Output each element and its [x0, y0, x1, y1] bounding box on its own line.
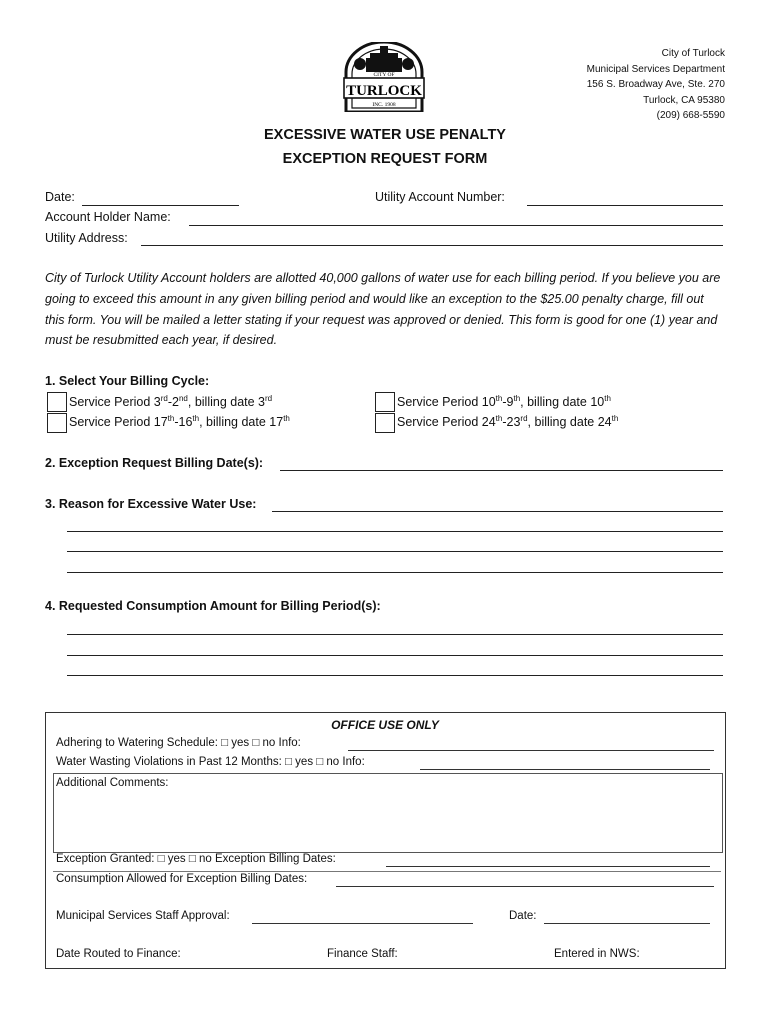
address-line: Turlock, CA 95380 [643, 94, 725, 106]
billing-cycle-checkbox-17th[interactable] [47, 413, 67, 433]
approval-date-line[interactable] [544, 923, 710, 924]
exception-billing-dates-line[interactable] [386, 866, 710, 867]
city-of-turlock-logo [340, 42, 428, 112]
utility-address-field-line[interactable] [141, 245, 723, 246]
reason-field-line[interactable] [272, 511, 723, 512]
billing-cycle-checkbox-24th[interactable] [375, 413, 395, 433]
address-line: City of Turlock [661, 48, 725, 59]
reason-field-line[interactable] [67, 551, 723, 552]
exception-granted-label: Exception Granted: □ yes □ no Exception Billing Dates: [56, 853, 336, 865]
section3-title: 3. Reason for Excessive Water Use: [45, 497, 257, 511]
form-title-line2: EXCEPTION REQUEST FORM [282, 151, 488, 167]
billing-cycle-checkbox-3rd[interactable] [47, 392, 67, 412]
billing-cycle-option-3rd: Service Period 3rd-2nd, billing date 3rd [69, 393, 273, 409]
address-line: (209) 668-5590 [656, 110, 725, 122]
holder-name-label: Account Holder Name: [45, 210, 171, 224]
approval-date-label: Date: [509, 910, 537, 922]
form-title-line1: EXCESSIVE WATER USE PENALTY [264, 127, 506, 143]
violations-info-line[interactable] [420, 769, 710, 770]
billing-dates-field-line[interactable] [280, 470, 723, 471]
svg-text:CITY OF: CITY OF [373, 72, 395, 78]
section4-title: 4. Requested Consumption Amount for Billing Period(s): [45, 599, 381, 613]
date-routed-label: Date Routed to Finance: [56, 948, 181, 960]
date-field-line[interactable] [82, 205, 239, 206]
account-number-field-line[interactable] [527, 205, 723, 206]
date-label: Date: [45, 190, 75, 204]
intro-paragraph: City of Turlock Utility Account holders are allotted 40,000 gallons of water use for each billing period. If you believe you are going to exceed this amount in any given billing period and would like an exception to the $25.00 penalty charge, fill out this form. You will be mailed a letter stating if your request was approved or denied. This form is good for one (1) year and must be resubmitted each year, if desired. [45, 271, 721, 348]
staff-approval-label: Municipal Services Staff Approval: [56, 910, 230, 922]
consumption-allowed-label: Consumption Allowed for Exception Billing Dates: [56, 873, 308, 885]
adhering-info-line[interactable] [348, 750, 714, 751]
billing-cycle-option-17th: Service Period 17th-16th, billing date 17th [69, 413, 290, 429]
section1-title: 1. Select Your Billing Cycle: [45, 374, 210, 388]
finance-staff-label: Finance Staff: [327, 948, 398, 960]
utility-address-label: Utility Address: [45, 231, 128, 245]
address-line: Municipal Services Department [586, 63, 725, 75]
address-line: 156 S. Broadway Ave, Ste. 270 [586, 79, 725, 91]
svg-text:INC. 1908: INC. 1908 [372, 102, 396, 108]
svg-text:TURLOCK: TURLOCK [346, 83, 422, 99]
holder-name-field-line[interactable] [189, 225, 723, 226]
entered-nws-label: Entered in NWS: [554, 948, 640, 960]
consumption-field-line[interactable] [67, 675, 723, 676]
violations-label: Water Wasting Violations in Past 12 Months: □ yes □ no Info: [56, 756, 365, 768]
additional-comments-label: Additional Comments: [56, 777, 169, 789]
account-number-label: Utility Account Number: [375, 190, 505, 204]
staff-approval-line[interactable] [252, 923, 473, 924]
consumption-field-line[interactable] [67, 634, 723, 635]
billing-cycle-option-24th: Service Period 24th-23rd, billing date 24th [397, 413, 619, 429]
reason-field-line[interactable] [67, 572, 723, 573]
consumption-field-line[interactable] [67, 655, 723, 656]
adhering-schedule-label: Adhering to Watering Schedule: □ yes □ no Info: [56, 737, 301, 749]
department-address [587, 46, 725, 124]
billing-cycle-option-10th: Service Period 10th-9th, billing date 10th [397, 393, 611, 409]
consumption-allowed-line[interactable] [336, 886, 714, 887]
reason-field-line[interactable] [67, 531, 723, 532]
divider [53, 871, 721, 872]
office-use-title: OFFICE USE ONLY [331, 718, 439, 732]
section2-title: 2. Exception Request Billing Date(s): [45, 456, 264, 470]
billing-cycle-checkbox-10th[interactable] [375, 392, 395, 412]
